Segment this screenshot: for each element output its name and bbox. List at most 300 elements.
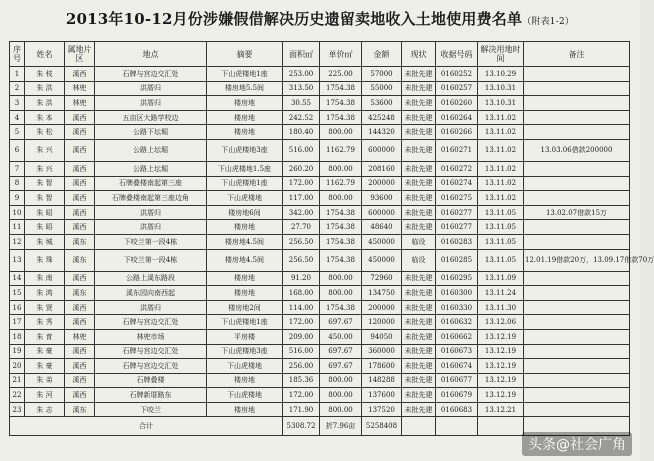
- row-amount: 53600: [362, 96, 402, 111]
- row-summary: 楼房地: [207, 271, 283, 286]
- row-remark: [524, 402, 630, 417]
- header-cell: 序号: [10, 42, 25, 67]
- header-cell: 面积㎡: [283, 42, 320, 67]
- row-district: 溪西: [65, 388, 95, 403]
- row-status: 未批先建: [402, 67, 436, 82]
- row-receipt-number: 0160272: [436, 161, 478, 176]
- row-area: 260.20: [283, 161, 320, 176]
- row-unit-price: 1754.38: [320, 249, 362, 271]
- row-receipt-number: 0160274: [436, 176, 478, 191]
- row-unit-price: 800.00: [320, 388, 362, 403]
- row-location: 石牌与宫边交汇处: [95, 344, 207, 359]
- table-row: [10, 67, 630, 82]
- row-receipt-number: 0160674: [436, 359, 478, 374]
- row-status: 未批先建: [402, 191, 436, 206]
- row-number: 17: [10, 315, 25, 330]
- row-remark: [524, 271, 630, 286]
- row-summary: 楼房地: [207, 402, 283, 417]
- row-name: 朱 城: [25, 234, 65, 249]
- row-remark: [524, 300, 630, 315]
- row-receipt-number: 0160275: [436, 191, 478, 206]
- row-district: 溪东: [65, 402, 95, 417]
- row-number: 9: [10, 191, 25, 206]
- row-remark: 13.02.07借款15万: [524, 205, 630, 220]
- row-district: 溪西: [65, 191, 95, 206]
- row-amount: 425248: [362, 110, 402, 125]
- table-row: [10, 388, 630, 403]
- row-status: 未批先建: [402, 359, 436, 374]
- row-district: 溪东: [65, 286, 95, 301]
- table-row: [10, 110, 630, 125]
- row-name: 朱 河: [25, 388, 65, 403]
- row-receipt-number: 0160277: [436, 205, 478, 220]
- row-name: 朱 松: [25, 125, 65, 140]
- row-location: 洪厝归: [95, 96, 207, 111]
- row-summary: 下山虎楼地3座: [207, 139, 283, 161]
- land-fee-table: [9, 41, 654, 436]
- row-date: 13.12.21: [478, 402, 524, 417]
- row-receipt-number: 0160264: [436, 110, 478, 125]
- row-summary: 楼房地: [207, 125, 283, 140]
- row-area: 256.00: [283, 359, 320, 374]
- row-receipt-number: 0160271: [436, 139, 478, 161]
- row-date: 13.11.05: [478, 220, 524, 235]
- row-area: 516.00: [283, 344, 320, 359]
- row-location: 石牌叠楼: [95, 373, 207, 388]
- row-amount: 450000: [362, 249, 402, 271]
- row-receipt-number: 0160295: [436, 271, 478, 286]
- row-number: 8: [10, 176, 25, 191]
- row-summary: 下山虎楼地: [207, 388, 283, 403]
- table-header-row: [10, 42, 630, 67]
- row-area: 256.50: [283, 249, 320, 271]
- table-row: [10, 161, 630, 176]
- row-number: 11: [10, 220, 25, 235]
- row-number: 1: [10, 67, 25, 82]
- row-unit-price: 800.00: [320, 271, 362, 286]
- row-location: 公路上溪东路段: [95, 271, 207, 286]
- row-status: 未批先建: [402, 125, 436, 140]
- total-label: 合计: [10, 417, 283, 436]
- row-location: 公路上坛堀: [95, 139, 207, 161]
- row-date: 13.11.02: [478, 161, 524, 176]
- table-row: [10, 96, 630, 111]
- row-district: 溪西: [65, 220, 95, 235]
- row-area: 242.52: [283, 110, 320, 125]
- row-remark: 12.01.19借款20万，13.09.17借款70万: [524, 249, 630, 271]
- row-location: 石牌叠楼南起第三座: [95, 176, 207, 191]
- row-status: 未批先建: [402, 315, 436, 330]
- row-district: 溪西: [65, 344, 95, 359]
- row-name: 朱 贤: [25, 300, 65, 315]
- row-location: 下咬兰: [95, 402, 207, 417]
- row-amount: 120000: [362, 315, 402, 330]
- row-number: 3: [10, 96, 25, 111]
- table-row: [10, 315, 630, 330]
- row-number: 20: [10, 359, 25, 374]
- row-location: 五亩区大路学校边: [95, 110, 207, 125]
- title-text: 2013年10-12月份涉嫌假借解决历史遗留卖地收入土地使用费名单: [65, 10, 523, 28]
- row-amount: 134750: [362, 286, 402, 301]
- row-date: 13.10.29: [478, 67, 524, 82]
- row-district: 溪西: [65, 176, 95, 191]
- row-unit-price: 1754.38: [320, 110, 362, 125]
- row-remark: [524, 388, 630, 403]
- row-amount: 200000: [362, 176, 402, 191]
- row-amount: 208160: [362, 161, 402, 176]
- row-date: 13.10.31: [478, 96, 524, 111]
- row-name: 朱 珠: [25, 249, 65, 271]
- row-district: 溪西: [65, 110, 95, 125]
- row-summary: 楼房地6间: [207, 205, 283, 220]
- row-unit-price: 1754.38: [320, 300, 362, 315]
- row-name: 朱 鸿: [25, 286, 65, 301]
- header-cell: 备注: [524, 42, 630, 67]
- row-area: 185.36: [283, 373, 320, 388]
- row-location: 洪厝归: [95, 300, 207, 315]
- row-status: 未批先建: [402, 402, 436, 417]
- row-summary: 下山虎楼地3座: [207, 344, 283, 359]
- row-summary: 下山虎楼地1座: [207, 176, 283, 191]
- row-status: 未批先建: [402, 205, 436, 220]
- row-location: 洪厝归: [95, 81, 207, 96]
- row-summary: 楼房地: [207, 96, 283, 111]
- row-district: 溪西: [65, 373, 95, 388]
- row-area: 168.00: [283, 286, 320, 301]
- row-name: 朱 昭: [25, 220, 65, 235]
- row-number: 10: [10, 205, 25, 220]
- row-status: 未批先建: [402, 96, 436, 111]
- table-row: [10, 373, 630, 388]
- row-district: 林兜: [65, 329, 95, 344]
- table-row: [10, 286, 630, 301]
- row-number: 16: [10, 300, 25, 315]
- row-summary: 下山虎楼地1.5座: [207, 161, 283, 176]
- row-unit-price: 1754.38: [320, 81, 362, 96]
- row-number: 22: [10, 388, 25, 403]
- row-receipt-number: 0160285: [436, 249, 478, 271]
- row-unit-price: 1754.38: [320, 205, 362, 220]
- header-cell: 姓名: [25, 42, 65, 67]
- row-location: 石牌与宫边交汇处: [95, 67, 207, 82]
- row-summary: 楼房地: [207, 373, 283, 388]
- table-row: [10, 234, 630, 249]
- row-summary: 下山虎楼地1座: [207, 315, 283, 330]
- row-status: 未批先建: [402, 271, 436, 286]
- row-name: 朱 智: [25, 176, 65, 191]
- watermark: 头条@社会广角: [522, 432, 632, 456]
- row-name: 朱 南: [25, 271, 65, 286]
- table-row: [10, 205, 630, 220]
- row-location: 石牌新厝路东: [95, 388, 207, 403]
- row-receipt-number: 0160300: [436, 286, 478, 301]
- row-receipt-number: 0160252: [436, 67, 478, 82]
- row-remark: [524, 344, 630, 359]
- row-area: 117.00: [283, 191, 320, 206]
- row-date: 13.11.02: [478, 125, 524, 140]
- row-summary: 楼房地5.5间: [207, 81, 283, 96]
- row-date: 13.12.19: [478, 344, 524, 359]
- row-name: 朱 兴: [25, 161, 65, 176]
- row-number: 18: [10, 329, 25, 344]
- row-area: 256.50: [283, 234, 320, 249]
- row-number: 23: [10, 402, 25, 417]
- row-amount: 450000: [362, 234, 402, 249]
- row-unit-price: 1754.38: [320, 234, 362, 249]
- row-area: 209.00: [283, 329, 320, 344]
- row-area: 313.50: [283, 81, 320, 96]
- table-row: [10, 300, 630, 315]
- row-number: 5: [10, 125, 25, 140]
- row-amount: 94050: [362, 329, 402, 344]
- row-number: 7: [10, 161, 25, 176]
- row-amount: 600000: [362, 139, 402, 161]
- total-amount: 5258408: [362, 417, 402, 436]
- row-amount: 178600: [362, 359, 402, 374]
- table-row: [10, 191, 630, 206]
- row-receipt-number: 0160632: [436, 315, 478, 330]
- row-status: 未批先建: [402, 176, 436, 191]
- row-receipt-number: 0160679: [436, 388, 478, 403]
- table-row: [10, 220, 630, 235]
- row-number: 21: [10, 373, 25, 388]
- row-date: 13.11.09: [478, 271, 524, 286]
- row-status: 未批先建: [402, 161, 436, 176]
- row-location: 石牌叠楼南起第三座边角: [95, 191, 207, 206]
- row-location: 下咬兰第一段4栋: [95, 249, 207, 271]
- table-row: [10, 402, 630, 417]
- table-row: [10, 359, 630, 374]
- row-unit-price: 800.00: [320, 402, 362, 417]
- row-status: 未批先建: [402, 329, 436, 344]
- row-receipt-number: 0160677: [436, 373, 478, 388]
- row-receipt-number: 0160683: [436, 402, 478, 417]
- row-summary: 下山虎楼地1座: [207, 67, 283, 82]
- row-area: 30.55: [283, 96, 320, 111]
- row-location: 公路上坛堀: [95, 161, 207, 176]
- row-unit-price: 697.67: [320, 344, 362, 359]
- header-cell: 解决用地时间: [478, 42, 524, 67]
- row-area: 172.00: [283, 388, 320, 403]
- row-district: 溪西: [65, 359, 95, 374]
- row-status: 未批先建: [402, 344, 436, 359]
- row-receipt-number: 0160257: [436, 81, 478, 96]
- row-summary: 平房楼: [207, 329, 283, 344]
- row-remark: [524, 161, 630, 176]
- row-remark: [524, 191, 630, 206]
- row-name: 朱 本: [25, 110, 65, 125]
- row-receipt-number: 0160662: [436, 329, 478, 344]
- header-cell: 收据号码: [436, 42, 478, 67]
- row-number: 6: [10, 139, 25, 161]
- row-summary: 楼房地4.5间: [207, 249, 283, 271]
- row-location: 洪厝归: [95, 205, 207, 220]
- header-cell: 摘要: [207, 42, 283, 67]
- row-name: 朱 昭: [25, 205, 65, 220]
- header-cell: 现状: [402, 42, 436, 67]
- row-district: 溪西: [65, 161, 95, 176]
- row-status: 未批先建: [402, 388, 436, 403]
- row-amount: 600000: [362, 205, 402, 220]
- row-remark: [524, 234, 630, 249]
- row-area: 342.00: [283, 205, 320, 220]
- row-name: 朱 枝: [25, 67, 65, 82]
- row-district: 溪西: [65, 125, 95, 140]
- row-name: 朱 秀: [25, 315, 65, 330]
- row-date: 13.11.30: [478, 300, 524, 315]
- total-empty-cell: [478, 417, 524, 436]
- row-amount: 200000: [362, 300, 402, 315]
- row-location: 公路下坛堀: [95, 125, 207, 140]
- table-row: [10, 271, 630, 286]
- row-unit-price: 800.00: [320, 191, 362, 206]
- row-amount: 137600: [362, 388, 402, 403]
- row-name: 朱 志: [25, 402, 65, 417]
- row-date: 13.11.02: [478, 110, 524, 125]
- row-date: 13.11.05: [478, 205, 524, 220]
- row-remark: [524, 359, 630, 374]
- row-unit-price: 450.00: [320, 329, 362, 344]
- row-area: 114.00: [283, 300, 320, 315]
- row-unit-price: 800.00: [320, 125, 362, 140]
- row-remark: [524, 67, 630, 82]
- row-remark: [524, 315, 630, 330]
- row-name: 朱 育: [25, 329, 65, 344]
- row-remark: [524, 110, 630, 125]
- row-name: 朱 豪: [25, 344, 65, 359]
- row-district: 溪西: [65, 315, 95, 330]
- row-unit-price: 1754.38: [320, 220, 362, 235]
- row-date: 13.12.19: [478, 388, 524, 403]
- row-amount: 57000: [362, 67, 402, 82]
- row-location: 石牌与宫边交汇处: [95, 359, 207, 374]
- row-district: 林兜: [65, 96, 95, 111]
- row-date: 13.11.05: [478, 249, 524, 271]
- table-body: [10, 67, 654, 417]
- row-summary: 楼房地2间: [207, 300, 283, 315]
- row-area: 253.00: [283, 67, 320, 82]
- row-status: 未批先建: [402, 286, 436, 301]
- table-row: [10, 176, 630, 191]
- row-district: 溪西: [65, 271, 95, 286]
- row-amount: 144320: [362, 125, 402, 140]
- row-unit-price: 1754.38: [320, 96, 362, 111]
- row-amount: 148288: [362, 373, 402, 388]
- row-area: 172.00: [283, 176, 320, 191]
- row-number: 14: [10, 271, 25, 286]
- table-row: [10, 125, 630, 140]
- row-area: 180.40: [283, 125, 320, 140]
- row-name: 朱 豪: [25, 359, 65, 374]
- table-row: [10, 329, 630, 344]
- row-unit-price: 697.67: [320, 359, 362, 374]
- row-date: 13.11.02: [478, 176, 524, 191]
- row-amount: 48640: [362, 220, 402, 235]
- row-amount: 55000: [362, 81, 402, 96]
- row-receipt-number: 0160266: [436, 125, 478, 140]
- row-date: 13.11.02: [478, 139, 524, 161]
- row-number: 12: [10, 234, 25, 249]
- row-remark: [524, 125, 630, 140]
- row-remark: [524, 220, 630, 235]
- row-date: 13.12.19: [478, 359, 524, 374]
- row-date: 13.12.19: [478, 329, 524, 344]
- row-unit-price: 1162.79: [320, 139, 362, 161]
- row-name: 朱 弟: [25, 373, 65, 388]
- row-district: 溪西: [65, 205, 95, 220]
- row-receipt-number: 0160673: [436, 344, 478, 359]
- row-area: 172.00: [283, 315, 320, 330]
- row-remark: [524, 81, 630, 96]
- table-row: [10, 139, 630, 161]
- row-unit-price: 800.00: [320, 161, 362, 176]
- row-receipt-number: 0160260: [436, 96, 478, 111]
- row-receipt-number: 0160277: [436, 220, 478, 235]
- row-date: 13.11.02: [478, 191, 524, 206]
- header-cell: 属地片区: [65, 42, 95, 67]
- total-empty-cell: [402, 417, 436, 436]
- row-date: 13.10.31: [478, 81, 524, 96]
- row-area: 27.70: [283, 220, 320, 235]
- row-district: 溪西: [65, 300, 95, 315]
- row-unit-price: 800.00: [320, 373, 362, 388]
- row-location: 溪东园向南西起: [95, 286, 207, 301]
- row-district: 溪西: [65, 139, 95, 161]
- row-status: 未批先建: [402, 373, 436, 388]
- row-summary: 楼房地: [207, 220, 283, 235]
- total-empty-cell: [436, 417, 478, 436]
- row-area: 171.90: [283, 402, 320, 417]
- row-status: 未批先建: [402, 300, 436, 315]
- row-name: 朱 洪: [25, 96, 65, 111]
- row-amount: 137520: [362, 402, 402, 417]
- row-name: 朱 兴: [25, 139, 65, 161]
- row-number: 15: [10, 286, 25, 301]
- row-date: 13.11.24: [478, 286, 524, 301]
- row-amount: 93600: [362, 191, 402, 206]
- row-amount: 360000: [362, 344, 402, 359]
- row-district: 林兜: [65, 81, 95, 96]
- row-status: 未批先建: [402, 81, 436, 96]
- row-receipt-number: 0160283: [436, 234, 478, 249]
- row-status: 未批先建: [402, 110, 436, 125]
- header-cell: 单价㎡: [320, 42, 362, 67]
- row-status: 未批先建: [402, 220, 436, 235]
- row-amount: 72960: [362, 271, 402, 286]
- row-number: 2: [10, 81, 25, 96]
- table-row: [10, 249, 630, 271]
- row-location: 洪厝归: [95, 220, 207, 235]
- row-remark: [524, 373, 630, 388]
- row-district: 溪西: [65, 67, 95, 82]
- row-remark: [524, 286, 630, 301]
- row-status: 临设: [402, 249, 436, 271]
- row-area: 516.00: [283, 139, 320, 161]
- row-summary: 下山虎楼地: [207, 359, 283, 374]
- row-district: 溪东: [65, 234, 95, 249]
- table-row: [10, 344, 630, 359]
- row-summary: 楼房地: [207, 286, 283, 301]
- row-unit-price: 800.00: [320, 286, 362, 301]
- row-remark: [524, 176, 630, 191]
- row-remark: [524, 96, 630, 111]
- total-area: 5308.72: [283, 417, 320, 436]
- table-row: [10, 81, 630, 96]
- row-unit-price: 697.67: [320, 315, 362, 330]
- row-summary: 楼房地4.5间: [207, 234, 283, 249]
- row-date: 13.12.19: [478, 373, 524, 388]
- header-cell: 地点: [95, 42, 207, 67]
